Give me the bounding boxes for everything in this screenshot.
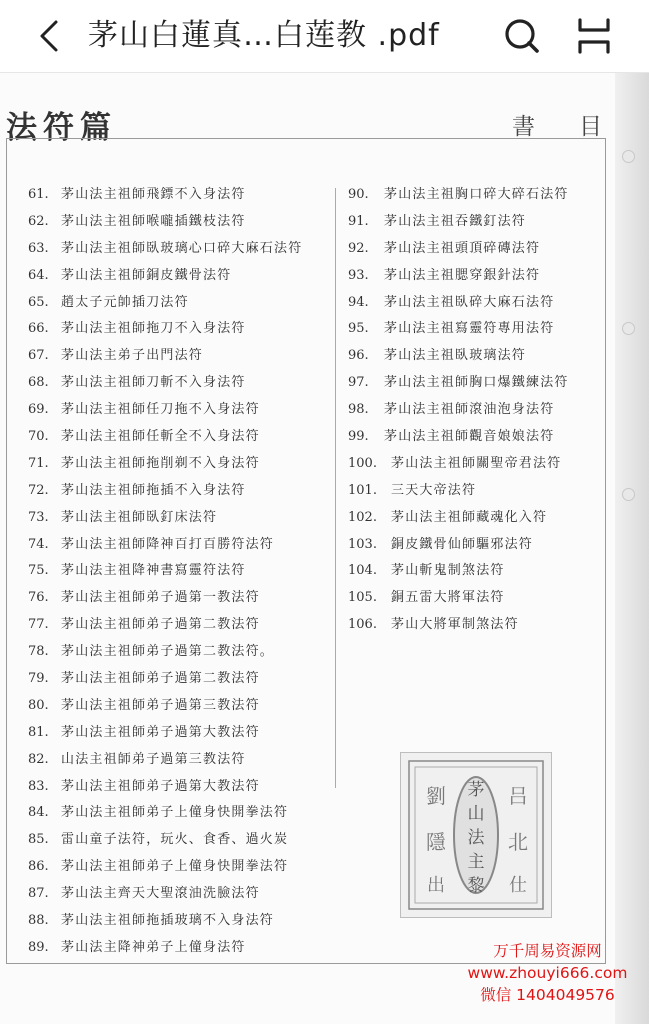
list-item (348, 424, 608, 451)
watermark (450, 940, 645, 1006)
item-text: 茅山法主祖師觀音娘娘法符 (384, 429, 555, 445)
list-item (28, 343, 333, 370)
item-number: 77. (28, 617, 49, 633)
item-number: 87. (28, 886, 49, 902)
item-number: 67. (28, 348, 49, 364)
item-text: 茅山法主祖降神書寫靈符法符 (61, 563, 246, 579)
item-number: 106. (348, 617, 377, 633)
watermark-line3: 微信 1404049576 (480, 986, 615, 1004)
page-edge (615, 73, 649, 1024)
list-item (28, 182, 333, 209)
list-item (28, 478, 333, 505)
item-number: 64. (28, 267, 49, 283)
item-number: 83. (28, 778, 49, 794)
item-text: 茅山斬鬼制煞法符 (391, 563, 505, 579)
item-text: 茅山法主祖師弟子上僮身快開拳法符 (61, 805, 289, 821)
item-text: 茅山法主祖師關聖帝君法符 (391, 455, 562, 471)
item-number: 96. (348, 348, 369, 364)
item-text: 茅山法主弟子出門法符 (61, 348, 204, 364)
item-number: 63. (28, 240, 49, 256)
right-column (348, 182, 608, 639)
item-number: 97. (348, 375, 369, 391)
list-item (28, 397, 333, 424)
list-item (28, 693, 333, 720)
list-item (28, 424, 333, 451)
item-number: 79. (28, 671, 49, 687)
binder-hole (622, 322, 635, 335)
list-item (28, 585, 333, 612)
list-item (28, 908, 333, 935)
list-item (348, 505, 608, 532)
svg-text:黎: 黎 (467, 876, 485, 896)
item-text: 茅山法主祖師拖插玻璃不入身法符 (61, 913, 275, 929)
document-title: 茅山白蓮真…白莲教 .pdf (88, 18, 440, 53)
item-text: 茅山法主祖師滾油泡身法符 (384, 402, 555, 418)
binder-hole (622, 488, 635, 501)
list-item (348, 370, 608, 397)
list-item (28, 666, 333, 693)
item-text: 茅山法主祖頭頂碎磚法符 (384, 240, 541, 256)
search-icon (500, 14, 544, 58)
expand-button[interactable] (572, 14, 616, 58)
item-text: 茅山法主祖師弟子過第一教法符 (61, 590, 260, 606)
item-text: 茅山法主祖師刀斬不入身法符 (61, 375, 246, 391)
list-item (348, 316, 608, 343)
item-text: 茅山法主祖師弟子過第大教法符 (61, 778, 260, 794)
item-text: 茅山法主祖師拖插不入身法符 (61, 482, 246, 498)
item-number: 81. (28, 724, 49, 740)
seal-image (401, 753, 551, 917)
search-button[interactable] (500, 14, 544, 58)
item-text: 茅山法主祖師銅皮鐵骨法符 (61, 267, 232, 283)
watermark-line1: 万千周易资源网 (493, 942, 602, 960)
list-item (28, 747, 333, 774)
item-text: 茅山法主祖寫靈符專用法符 (384, 321, 555, 337)
list-item (348, 209, 608, 236)
item-number: 91. (348, 213, 369, 229)
list-item (348, 236, 608, 263)
item-number: 86. (28, 859, 49, 875)
back-button[interactable] (30, 16, 70, 56)
item-text: 茅山法主降神弟子上僮身法符 (61, 939, 246, 955)
svg-text:吕: 吕 (508, 784, 528, 808)
list-item (348, 182, 608, 209)
list-item (348, 290, 608, 317)
item-number: 68. (28, 375, 49, 391)
item-text: 趙太子元帥插刀法符 (61, 294, 189, 310)
section-title: 法符篇 (6, 110, 117, 146)
list-item (28, 720, 333, 747)
item-number: 105. (348, 590, 377, 606)
svg-text:出: 出 (427, 875, 445, 896)
svg-text:法: 法 (467, 828, 485, 848)
list-item (28, 854, 333, 881)
section-label: 書目 (512, 114, 646, 140)
item-text: 茅山法主祖師降神百打百勝符法符 (61, 536, 275, 552)
list-item (348, 558, 608, 585)
list-item (348, 451, 608, 478)
item-number: 75. (28, 563, 49, 579)
item-number: 89. (28, 939, 49, 955)
item-number: 80. (28, 697, 49, 713)
list-item (348, 397, 608, 424)
item-text: 茅山法主祖臥碎大麻石法符 (384, 294, 555, 310)
list-item (28, 505, 333, 532)
item-number: 85. (28, 832, 49, 848)
list-item (28, 532, 333, 559)
item-number: 74. (28, 536, 49, 552)
column-divider (335, 188, 336, 788)
item-text: 茅山法主祖師弟子上僮身快開拳法符 (61, 859, 289, 875)
svg-text:劉: 劉 (426, 784, 446, 808)
item-number: 92. (348, 240, 369, 256)
item-number: 88. (28, 913, 49, 929)
item-text: 茅山法主祖腮穿銀針法符 (384, 267, 541, 283)
item-number: 82. (28, 751, 49, 767)
list-item (28, 316, 333, 343)
item-text: 茅山法主祖吞鐵釘法符 (384, 213, 527, 229)
list-item (348, 343, 608, 370)
svg-text:隱: 隱 (426, 830, 446, 854)
item-text: 茅山法主祖師喉嚨插鐵枝法符 (61, 213, 246, 229)
binder-hole (622, 150, 635, 163)
item-text: 山法主祖師弟子過第三教法符 (61, 751, 246, 767)
item-text: 雷山童子法符，玩火、食香、過火炭 (61, 832, 289, 848)
list-item (348, 585, 608, 612)
item-text: 茅山法主祖師任斬全不入身法符 (61, 429, 260, 445)
item-text: 茅山法主齊天大聖滾油洗臉法符 (61, 886, 260, 902)
item-number: 84. (28, 805, 49, 821)
item-number: 93. (348, 267, 369, 283)
item-text: 茅山法主祖師弟子過第二教法符 (61, 671, 260, 687)
item-number: 94. (348, 294, 369, 310)
left-column (28, 182, 333, 962)
item-number: 100. (348, 455, 377, 471)
item-text: 茅山法主祖師任刀拖不入身法符 (61, 402, 260, 418)
chevron-left-icon (30, 16, 70, 56)
item-number: 70. (28, 429, 49, 445)
list-item (28, 370, 333, 397)
watermark-line2: www.zhouyi666.com (467, 964, 628, 982)
item-number: 101. (348, 482, 377, 498)
list-item (28, 612, 333, 639)
svg-text:山: 山 (467, 804, 485, 824)
item-text: 茅山法主祖胸口碎大碎石法符 (384, 187, 569, 202)
item-number: 98. (348, 402, 369, 418)
list-item (28, 236, 333, 263)
svg-text:茅: 茅 (467, 780, 485, 800)
list-item (28, 827, 333, 854)
item-number: 61. (28, 187, 49, 202)
item-text: 茅山法主祖師拖削剃不入身法符 (61, 455, 260, 471)
list-item (348, 532, 608, 559)
item-number: 69. (28, 402, 49, 418)
list-item (28, 263, 333, 290)
list-item (28, 800, 333, 827)
item-text: 茅山法主祖師弟子過第二教法符。 (61, 644, 275, 660)
item-text: 茅山法主祖師胸口爆鐵練法符 (384, 375, 569, 391)
item-number: 73. (28, 509, 49, 525)
list-item (28, 451, 333, 478)
item-text: 茅山法主祖師飛鏢不入身法符 (61, 187, 246, 202)
svg-text:仕: 仕 (509, 875, 527, 896)
item-text: 茅山法主祖師弟子過第三教法符 (61, 697, 260, 713)
list-item (28, 774, 333, 801)
item-text: 茅山法主祖師臥玻璃心口碎大麻石法符 (61, 240, 303, 256)
svg-text:主: 主 (467, 852, 485, 872)
item-number: 66. (28, 321, 49, 337)
list-item (348, 478, 608, 505)
list-item (28, 290, 333, 317)
item-number: 102. (348, 509, 377, 525)
item-number: 104. (348, 563, 377, 579)
list-item (28, 639, 333, 666)
list-item (348, 263, 608, 290)
item-number: 95. (348, 321, 369, 337)
item-number: 78. (28, 644, 49, 660)
item-number: 65. (28, 294, 49, 310)
item-number: 62. (28, 213, 49, 229)
item-text: 三天大帝法符 (391, 482, 477, 498)
top-bar (0, 0, 649, 73)
item-text: 茅山法主祖師弟子過第二教法符 (61, 617, 260, 633)
item-number: 90. (348, 187, 369, 202)
item-text: 茅山法主祖師弟子過第大教法符 (61, 724, 260, 740)
item-text: 茅山法主祖師拖刀不入身法符 (61, 321, 246, 337)
item-number: 103. (348, 536, 377, 552)
item-text: 茅山大將軍制煞法符 (391, 617, 519, 633)
expand-icon (572, 14, 616, 58)
item-number: 71. (28, 455, 49, 471)
item-number: 76. (28, 590, 49, 606)
item-text: 銅皮鐵骨仙師驅邪法符 (391, 536, 534, 552)
item-text: 茅山法主祖臥玻璃法符 (384, 348, 527, 364)
item-text: 茅山法主祖師臥釘床法符 (61, 509, 218, 525)
list-item (348, 612, 608, 639)
list-item (28, 558, 333, 585)
seal-stamp (400, 752, 552, 918)
item-number: 99. (348, 429, 369, 445)
list-item (28, 209, 333, 236)
list-item (28, 935, 333, 962)
item-text: 銅五雷大將軍法符 (391, 590, 505, 606)
svg-text:北: 北 (508, 830, 528, 854)
item-number: 72. (28, 482, 49, 498)
item-text: 茅山法主祖師藏魂化入符 (391, 509, 548, 525)
list-item (28, 881, 333, 908)
